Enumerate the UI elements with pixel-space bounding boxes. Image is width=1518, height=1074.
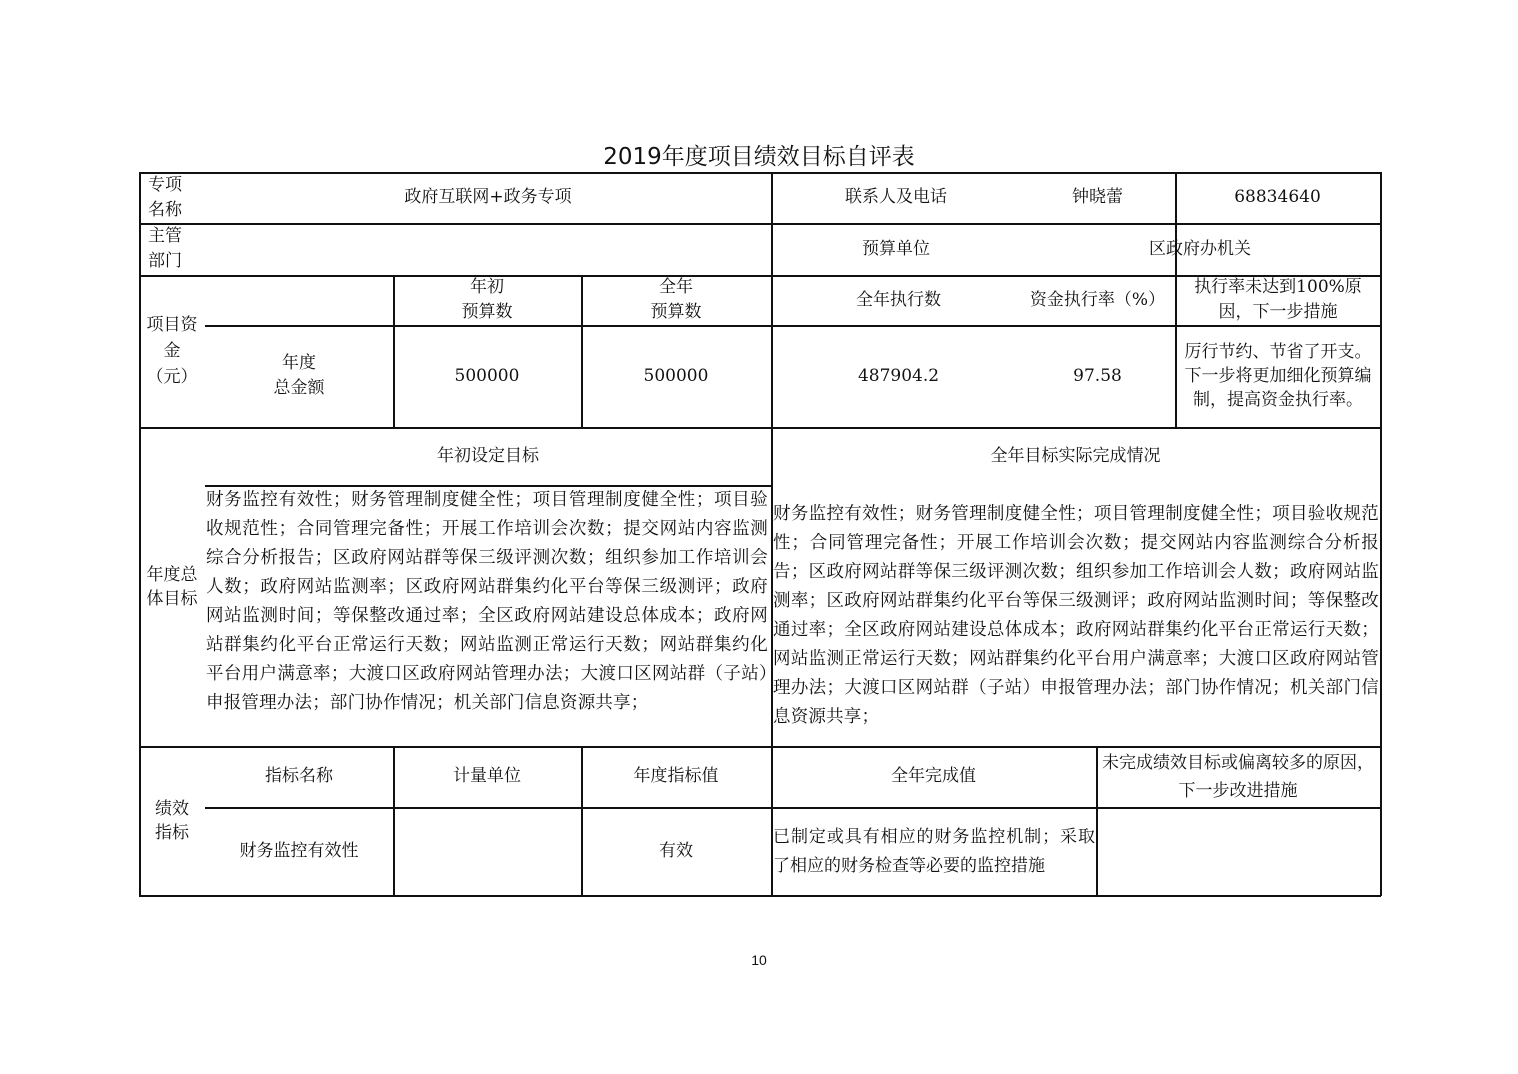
page-number: 10	[751, 952, 767, 968]
contact-phone: 68834640	[1234, 187, 1321, 207]
total-amount-label: 年度 总金额	[273, 353, 325, 398]
indicator-actual-header: 全年完成值	[891, 766, 976, 786]
budget-unit-label: 预算单位	[862, 238, 930, 259]
indicator-target-header: 年度指标值	[633, 766, 719, 786]
exec-rate-value: 97.58	[1073, 365, 1122, 386]
department-label: 主管 部门	[148, 226, 182, 271]
contact-name: 钟晓蕾	[1072, 187, 1123, 207]
annual-budget-header: 全年 预算数	[650, 277, 702, 322]
indicators-label: 绩效 指标	[155, 799, 189, 843]
department-value	[205, 223, 771, 275]
goals-label: 年度总 体目标	[146, 564, 198, 609]
indicator-unit-header: 计量单位	[453, 766, 521, 786]
funds-label: 项目资 金 （元）	[146, 315, 198, 387]
budget-unit-value: 区政府办机关	[1149, 238, 1251, 259]
set-goals-header: 年初设定目标	[437, 445, 539, 466]
annual-exec-header: 全年执行数	[856, 289, 941, 310]
page-title: 2019年度项目绩效目标自评表	[603, 144, 915, 170]
exec-reason-header: 执行率未达到100%原因，下一步措施	[1194, 277, 1362, 322]
indicator-name: 财务监控有效性	[239, 841, 359, 861]
actual-goals-text: 财务监控有效性；财务管理制度健全性；项目管理制度健全性；项目验收规范性；合同管理完备性；开展工作培训会次数；提交网站内容监测综合分析报告；区政府网站群等保三级评测次数；组织参加工作培训会人数；政府网站监测率；区政府网站群集约化平台等保三级测评；政府网站监测时间；等保整改通过率；全区政府网站建设总体成本；政府网站群集约化平台正常运行天数；网站监测正常运行天数；网站群集约化平台用户满意率；大渡口区政府网站管理办法；大渡口区网站群（子站）申报管理办法；部门协作情况；机关部门信息资源共享；	[773, 504, 1379, 727]
exec-rate-header: 资金执行率（%）	[1029, 289, 1166, 310]
indicator-unit	[393, 807, 581, 896]
annual-exec-value: 487904.2	[857, 365, 940, 386]
actual-goals-header: 全年目标实际完成情况	[990, 445, 1161, 466]
indicator-target: 有效	[659, 841, 693, 861]
initial-budget-header: 年初 预算数	[461, 277, 513, 322]
indicator-reason	[1096, 807, 1380, 896]
contact-label: 联系人及电话	[845, 187, 947, 207]
indicator-name-header: 指标名称	[265, 766, 333, 786]
project-name-value: 政府互联网+政务专项	[404, 187, 572, 207]
project-name-label: 专项 名称	[148, 174, 182, 220]
indicator-reason-header: 未完成绩效目标或偏离较多的原因，下一步改进措施	[1102, 752, 1374, 801]
initial-budget-value: 500000	[454, 365, 520, 386]
indicator-actual: 已制定或具有相应的财务监控机制；采取了相应的财务检查等必要的监控措施	[773, 826, 1095, 876]
exec-reason-value: 厉行节约、节省了开支。下一步将更加细化预算编制，提高资金执行率。	[1184, 342, 1372, 410]
annual-budget-value: 500000	[643, 365, 709, 386]
set-goals-text: 财务监控有效性；财务管理制度健全性；项目管理制度健全性；项目验收规范性；合同管理完备性；开展工作培训会次数；提交网站内容监测综合分析报告；区政府网站群等保三级评测次数；组织参加工作培训会人数；政府网站监测率；区政府网站群集约化平台等保三级测评；政府网站监测时间；等保整改通过率；全区政府网站建设总体成本；政府网站群集约化平台正常运行天数；网站监测正常运行天数；网站群集约化平台用户满意率；大渡口区政府网站管理办法；大渡口区网站群（子站）申报管理办法；部门协作情况；机关部门信息资源共享；	[206, 490, 768, 713]
